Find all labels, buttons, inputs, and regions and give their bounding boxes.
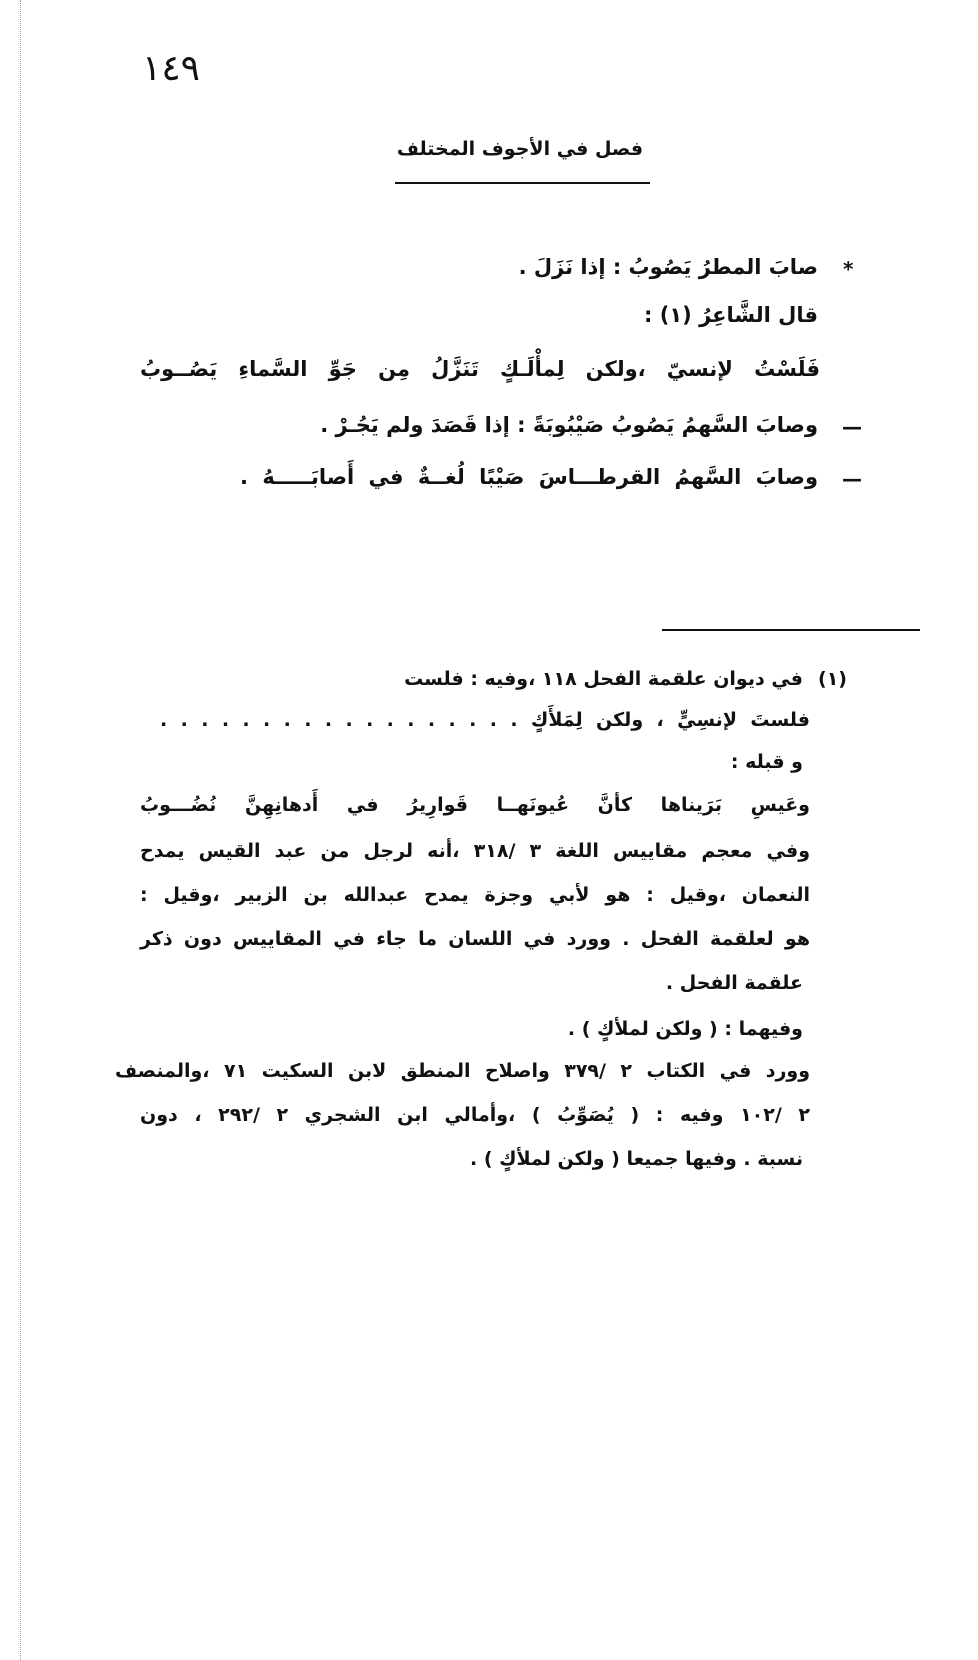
verse-line: فَلَسْتُ لإنسيّ ،ولكن لِمأْلَـكٍ تَنَزَّلُ مِن جَوِّ السَّماءِ يَصُــوبُ bbox=[140, 357, 820, 381]
footnote-line: فلستَ لإنسِيٍّ ، ولكن لِمَلأَكٍ . . . . . . . . . . . . . . . . . . bbox=[160, 709, 810, 731]
footnote-line: النعمان ،وقيل : هو لأبي وجزة يمدح عبدالله بن الزبير ،وقيل : bbox=[140, 884, 810, 906]
footnote-line: نسبة . وفيها جميعا ( ولكن لملأكٍ ) . bbox=[469, 1148, 803, 1170]
binding-margin-line bbox=[20, 0, 21, 1660]
footnote-line: هو لعلقمة الفحل . وورد في اللسان ما جاء في المقاييس دون ذكر bbox=[140, 928, 810, 950]
entry-line: وصابَ السَّهمُ القرطـــاسَ صَيْبًا لُغــةٌ في أَصابَـــــهُ . bbox=[240, 465, 818, 489]
entry-line: قال الشَّاعِرُ (١) : bbox=[644, 303, 818, 327]
entry-marker: * bbox=[843, 257, 854, 281]
footnote-line: وعَيسِ بَرَيناها كأنَّ عُيونَهــا قَوارِيرُ في أَدهانِهِنَّ نُضُـــوبُ bbox=[140, 794, 810, 816]
entry-marker: — bbox=[842, 467, 862, 491]
page-number: ١٤٩ bbox=[142, 48, 201, 89]
section-title: فصل في الأجوف المختلف bbox=[396, 138, 644, 160]
footnote-marker: (١) bbox=[818, 668, 847, 690]
footnote-line: علقمة الفحل . bbox=[665, 972, 803, 994]
entry-line: صابَ المطرُ يَصُوبُ : إذا نَزَلَ . bbox=[518, 255, 818, 279]
footnote-line: وفي معجم مقاييس اللغة ٣ /٣١٨ ،أنه لرجل من عبد القيس يمدح bbox=[140, 840, 811, 862]
footnote-line: وفيهما : ( ولكن لملأكٍ ) . bbox=[567, 1018, 803, 1040]
footnote-separator bbox=[662, 629, 920, 631]
footnote-line: ٢ /١٠٢ وفيه : ( يُصَوِّبُ ) ،وأمالي ابن الشجري ٢ /٢٩٢ ، دون bbox=[140, 1104, 810, 1126]
title-underline bbox=[395, 182, 650, 184]
footnote-line: في ديوان علقمة الفحل ١١٨ ،وفيه : فلست bbox=[404, 668, 803, 690]
entry-marker: — bbox=[842, 415, 862, 439]
footnote-line: و قبله : bbox=[730, 751, 803, 773]
entry-line: وصابَ السَّهمُ يَصُوبُ صَيْبُوبَةً : إذا قَصَدَ ولم يَجُـرْ . bbox=[320, 413, 818, 437]
footnote-line: وورد في الكتاب ٢ /٣٧٩ واصلاح المنطق لابن السكيت ٧١ ،والمنصف bbox=[115, 1060, 811, 1082]
